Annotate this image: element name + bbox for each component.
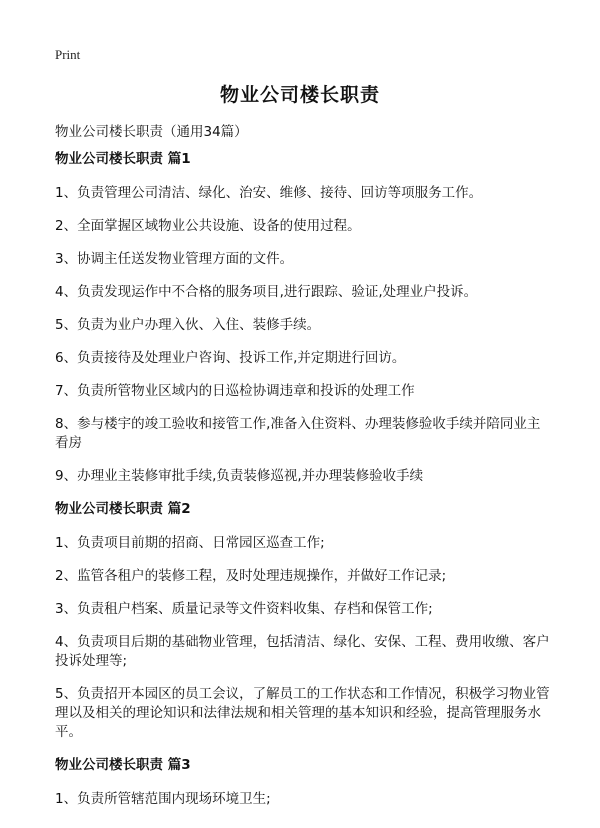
section-1 — [55, 150, 550, 486]
section-heading: 物业公司楼长职责 篇1 — [55, 151, 191, 167]
list-item: 2、监管各租户的装修工程，及时处理违规操作，并做好工作记录; — [55, 568, 447, 584]
list-item: 7、负责所管物业区域内的日巡检协调违章和投诉的处理工作 — [55, 383, 415, 399]
list-item: 4、负责发现运作中不合格的服务项目,进行跟踪、验证,处理业户投诉。 — [55, 284, 478, 300]
list-item: 5、负责为业户办理入伙、入住、装修手续。 — [55, 317, 321, 333]
list-item: 9、办理业主装修审批手续,负责装修巡视,并办理装修验收手续 — [55, 468, 424, 484]
print-label: Print — [55, 47, 81, 62]
list-item: 6、负责接待及处理业户咨询、投诉工作,并定期进行回访。 — [55, 350, 406, 366]
list-item: 8、参与楼宇的竣工验收和接管工作,准备入住资料、办理装修验收手续并陪同业主看房 — [55, 416, 541, 451]
section-3 — [55, 756, 550, 809]
list-item: 4、负责项目后期的基础物业管理，包括清洁、绿化、安保、工程、费用收缴、客户投诉处理等; — [55, 634, 550, 669]
section-heading: 物业公司楼长职责 篇3 — [55, 757, 191, 773]
list-item: 3、协调主任送发物业管理方面的文件。 — [55, 251, 294, 267]
list-item: 1、负责所管辖范围内现场环境卫生; — [55, 791, 271, 807]
list-item: 5、负责招开本园区的员工会议，了解员工的工作状态和工作情况，积极学习物业管理以及相关的理论知识和法律法规和相关管理的基本知识和经验，提高管理服务水平。 — [55, 686, 550, 740]
list-item: 1、负责管理公司清洁、绿化、治安、维修、接待、回访等项服务工作。 — [55, 185, 483, 201]
section-2 — [55, 500, 550, 742]
list-item: 2、全面掌握区域物业公共设施、设备的使用过程。 — [55, 218, 361, 234]
list-item: 1、负责项目前期的招商、日常园区巡查工作; — [55, 535, 325, 551]
section-heading: 物业公司楼长职责 篇2 — [55, 501, 191, 517]
list-item: 3、负责租户档案、质量记录等文件资料收集、存档和保管工作; — [55, 601, 433, 617]
document-title: 物业公司楼长职责 — [219, 84, 380, 106]
document-subtitle: 物业公司楼长职责（通用34篇） — [55, 124, 248, 140]
document-body — [55, 150, 550, 823]
